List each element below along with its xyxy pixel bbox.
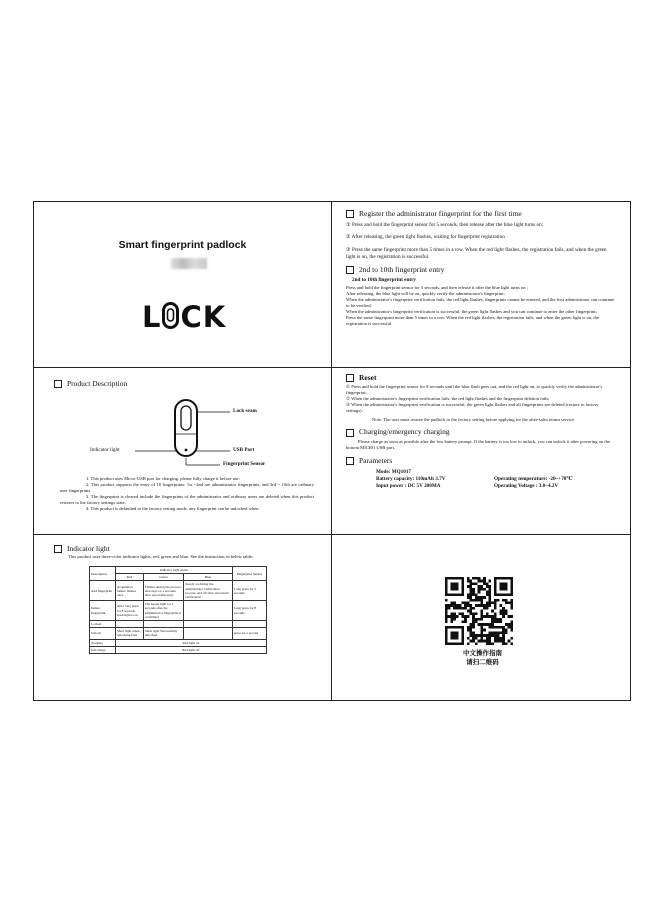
table-cell: Add fingerprint	[90, 581, 116, 601]
table-cell: Flashes during the process, and stays on 1 seconds after successful entry	[143, 581, 183, 601]
table-cell: Red light on	[115, 639, 266, 646]
indicator-light-panel	[34, 535, 331, 700]
checkbox-icon	[346, 374, 354, 382]
label-indicator-light: Indicator light	[90, 447, 120, 453]
label-lock-seam: Lock seam	[233, 408, 257, 414]
subheading-2nd-10th: 2nd to 10th fingerprint entry	[352, 277, 416, 284]
table-cell: charging	[90, 639, 116, 646]
instruction-sheet	[33, 201, 631, 701]
checkbox-icon	[346, 266, 354, 274]
padlock-icon	[162, 302, 179, 329]
table-cell: Short light when unlocking fails	[115, 628, 143, 639]
description-p2: 2. This product supports the entry of 10 fingerprints: 1st ~2nd are administrator fingerprints, and 3rd ~ 10th are ordinary user fingerprints.	[60, 482, 314, 493]
table-cell: Acquisition failure flashes once	[115, 581, 143, 601]
checkbox-icon	[54, 545, 62, 553]
param-model: Mode: MQ1017	[376, 468, 412, 475]
table-cell: Red light off	[115, 646, 266, 653]
lock-logo	[142, 300, 226, 334]
qr-code-icon	[445, 577, 513, 645]
table-row	[90, 646, 267, 653]
indicator-intro: This product uses three-color indicator lights, red, green and blue. See the instruction as below table:	[68, 554, 254, 559]
table-cell: Description	[90, 567, 116, 581]
table-cell: Indicator light status	[115, 567, 232, 574]
table-cell: Short light Successfully unlocked	[143, 628, 183, 639]
description-paragraphs	[60, 476, 314, 512]
table-row	[90, 639, 267, 646]
reset-step-2: ② When the administrator's fingerprint verification fails, the red light flashes and the fingerprint deletion fails;	[346, 396, 550, 402]
table-row	[90, 567, 267, 574]
param-row-2	[376, 483, 616, 490]
heading-product-description: Product Description	[54, 379, 127, 388]
description-p1: 1. This product uses Micro-USB port for charging, please fully charge it before use.	[86, 476, 240, 481]
param-voltage: Operating Voltage : 3.0~4.2V	[494, 483, 559, 490]
checkbox-icon	[346, 429, 354, 437]
table-cell: Long press for 5 seconds	[232, 581, 266, 601]
heading-reset: Reset	[346, 373, 616, 382]
table-row	[90, 581, 267, 601]
heading-indicator-light: Indicator light	[54, 544, 110, 553]
reset-note: Note: The user must restore the padlock to the factory setting before applying for the after-sales return service	[372, 417, 575, 423]
blurred-brand	[171, 258, 207, 269]
table-cell	[143, 621, 183, 628]
table-cell: The Green light for 1 seconds after the administrator fingerprint is confirmed	[143, 601, 183, 621]
table-cell: Unlock	[90, 628, 116, 639]
heading-charging: Charging/emergency charging	[346, 427, 616, 436]
entry-line-3: When the administrator's fingerprint verification fails, the red light flashes, fingerprints cannot be entered, and the first administrator can continue to be verified;	[346, 296, 615, 308]
product-title: Smart fingerprint padlock	[118, 239, 247, 251]
table-cell: Blue	[184, 574, 233, 581]
checkbox-icon	[346, 210, 354, 218]
table-cell	[184, 628, 233, 639]
logo-letter-l: L	[142, 300, 162, 334]
entry-line-2: After releasing, the blue light will be on, quickly verify the administrator's fingerprint;	[346, 290, 505, 296]
reset-step-3: ③ When the administrator's fingerprint verification is successful, the green light flashes and all fingerprints are deleted (restore to factory settings).	[346, 402, 599, 414]
checkbox-icon	[346, 457, 354, 465]
indicator-table	[89, 566, 267, 654]
table-cell: Steady on during the administrator verification process, and off after successful verification	[184, 581, 233, 601]
reset-step-1: ① Press and hold the fingerprint sensor for 8 seconds until the blue flash goes out, and the red light on, to quickly verify the administrator's fingerprint;	[346, 384, 603, 396]
register-step-3: ③ Press the same fingerprint more than 5 times in a row. When the red light flashes, the registration fails, and when the green light is on, the registration is successful.	[346, 246, 607, 260]
table-cell: Green	[143, 574, 183, 581]
entry-line-4: When the administrator's fingerprint verification is successful, the green light flashes and you can continue to enter the other fingerprint;	[346, 308, 597, 314]
table-cell: press for a second	[232, 628, 266, 639]
param-temperature: Operating temperature: -20~+70℃	[494, 476, 573, 483]
table-cell: After long press for 8 seconds, flash light is on	[115, 601, 143, 621]
table-row	[90, 628, 267, 639]
title-panel	[34, 202, 331, 367]
label-fingerprint-sensor: Fingerprint Sensor	[223, 461, 266, 467]
entry-line-1: Press and hold the fingerprint sensor for 5 seconds, and then release it after the blue light turns on ;	[346, 284, 528, 290]
description-p3: 3. The fingerprint is cleared include the fingerprints of the administrator and ordinary users are deleted when this product restores to the factory settings state,	[60, 494, 314, 505]
product-description-panel	[34, 368, 331, 534]
table-cell	[115, 621, 143, 628]
charging-text: Please charge as soon as possible after the low battery prompt. If the battery is too low to unlock, you can unlock it after powering on the bottom MICRO USB port.	[346, 438, 610, 450]
heading-parameters: Parameters	[346, 456, 616, 465]
register-step-2: ② After releasing, the green light flashes, waiting for fingerprint registration	[346, 234, 505, 241]
heading-2nd-10th: 2nd to 10th fingerprint entry	[346, 265, 616, 274]
param-row-1	[376, 476, 616, 483]
table-row	[90, 601, 267, 621]
qr-caption	[445, 649, 520, 667]
label-usb-port: USB Port	[233, 447, 255, 453]
logo-letters-ck: CK	[180, 300, 227, 334]
table-row	[90, 621, 267, 628]
heading-register-admin: Register the administrator fingerprint for the first time	[346, 209, 616, 218]
description-p4: 4. This product is defaulted to the factory setting mode, any fingerprint can be unlocked when	[86, 506, 259, 511]
registration-panel	[332, 202, 630, 367]
table-cell: Locked	[90, 621, 116, 628]
qr-caption-line-1: 中文操作指南	[463, 649, 502, 657]
table-cell: Long press for 8 seconds	[232, 601, 266, 621]
parameters-block	[376, 469, 616, 491]
table-cell: Red	[115, 574, 143, 581]
param-input-power: Input power : DC 5V 200MA	[376, 483, 441, 490]
qr-caption-line-2: 请扫二维码	[466, 658, 499, 666]
register-step-1: ① Press and hold the fingerprint sensor for 5 seconds, then release after the blue light turns on;	[346, 222, 544, 229]
reset-charging-panel	[332, 368, 630, 534]
table-cell: Delete fingerprint	[90, 601, 116, 621]
table-cell	[184, 601, 233, 621]
qr-panel	[332, 535, 630, 700]
table-cell	[232, 621, 266, 628]
param-battery: Battery capacity: 110mAh 3.7V	[376, 476, 446, 483]
entry-line-5: Press the same fingerprint more than 5 times in a row. When the red light flashes, the registration fails, and when the green light is on, the registration is successful.	[346, 314, 599, 326]
table-cell	[184, 621, 233, 628]
table-cell: Fingerprint Sensor	[232, 567, 266, 581]
table-cell: full charge	[90, 646, 116, 653]
